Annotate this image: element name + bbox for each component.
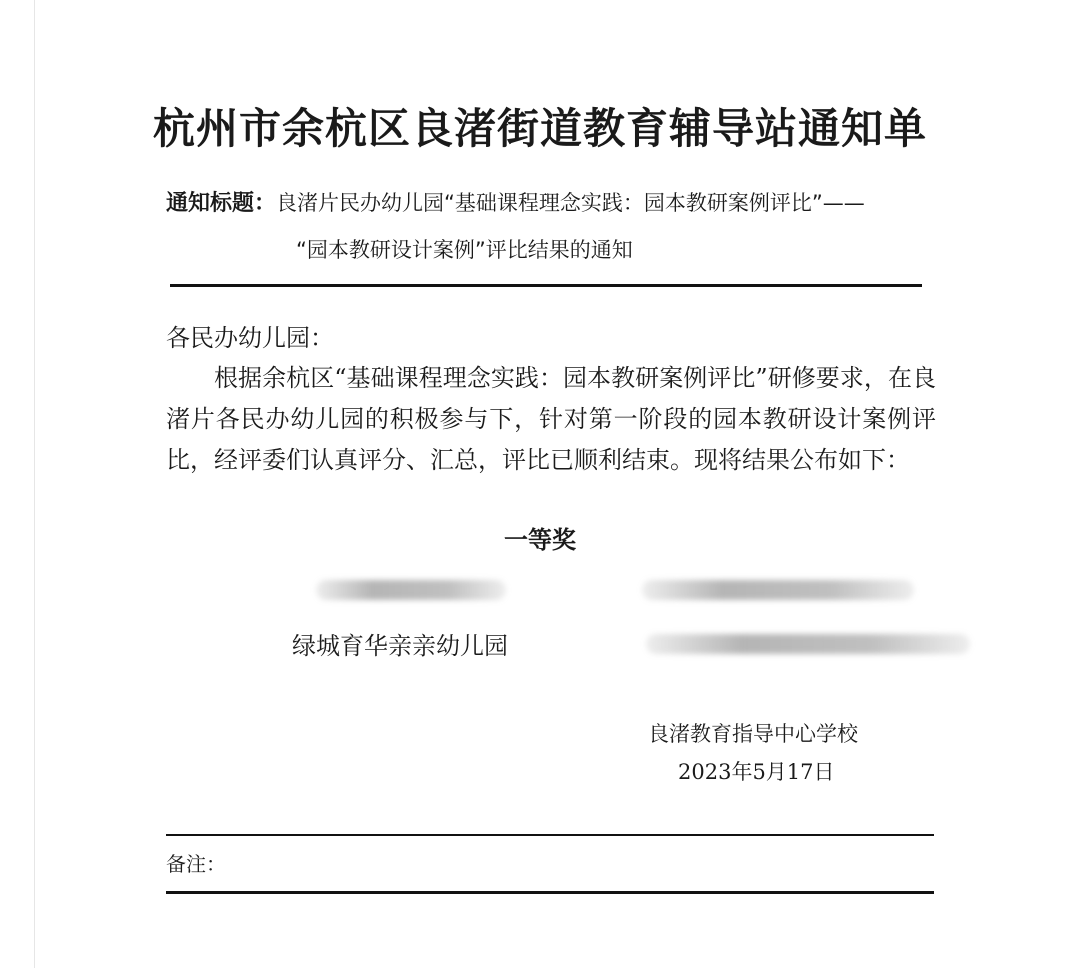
redacted-entry [642, 580, 914, 600]
salutation: 各民办幼儿园： [166, 324, 334, 352]
note-bottom-divider [166, 891, 934, 894]
subject-text-1: 良渚片民办幼儿园“基础课程理念实践：园本教研案例评比”—— [276, 191, 865, 215]
note-top-divider [166, 834, 934, 836]
note-label: 备注： [166, 852, 226, 876]
redacted-entry [646, 634, 970, 654]
winner-name: 绿城育华亲亲幼儿园 [292, 632, 508, 660]
subject-line-1 [166, 186, 865, 217]
issue-date: 2023年5月17日 [678, 760, 835, 784]
body-paragraph: 根据余杭区“基础课程理念实践：园本教研案例评比”研修要求，在良渚片各民办幼儿园的积极参与下，针对第一阶段的园本教研设计案例评比，经评委们认真评分、汇总，评比已顺利结束。现将结果公布如下： [166, 364, 936, 474]
header-divider [170, 284, 922, 287]
redacted-entry [316, 580, 506, 600]
subject-text-2: “园本教研设计案例”评比结果的通知 [296, 238, 633, 262]
subject-label: 通知标题： [166, 191, 277, 216]
issuer: 良渚教育指导中心学校 [648, 722, 858, 746]
document-title: 杭州市余杭区良渚街道教育辅导站通知单 [152, 104, 927, 153]
award-level: 一等奖 [504, 526, 576, 554]
